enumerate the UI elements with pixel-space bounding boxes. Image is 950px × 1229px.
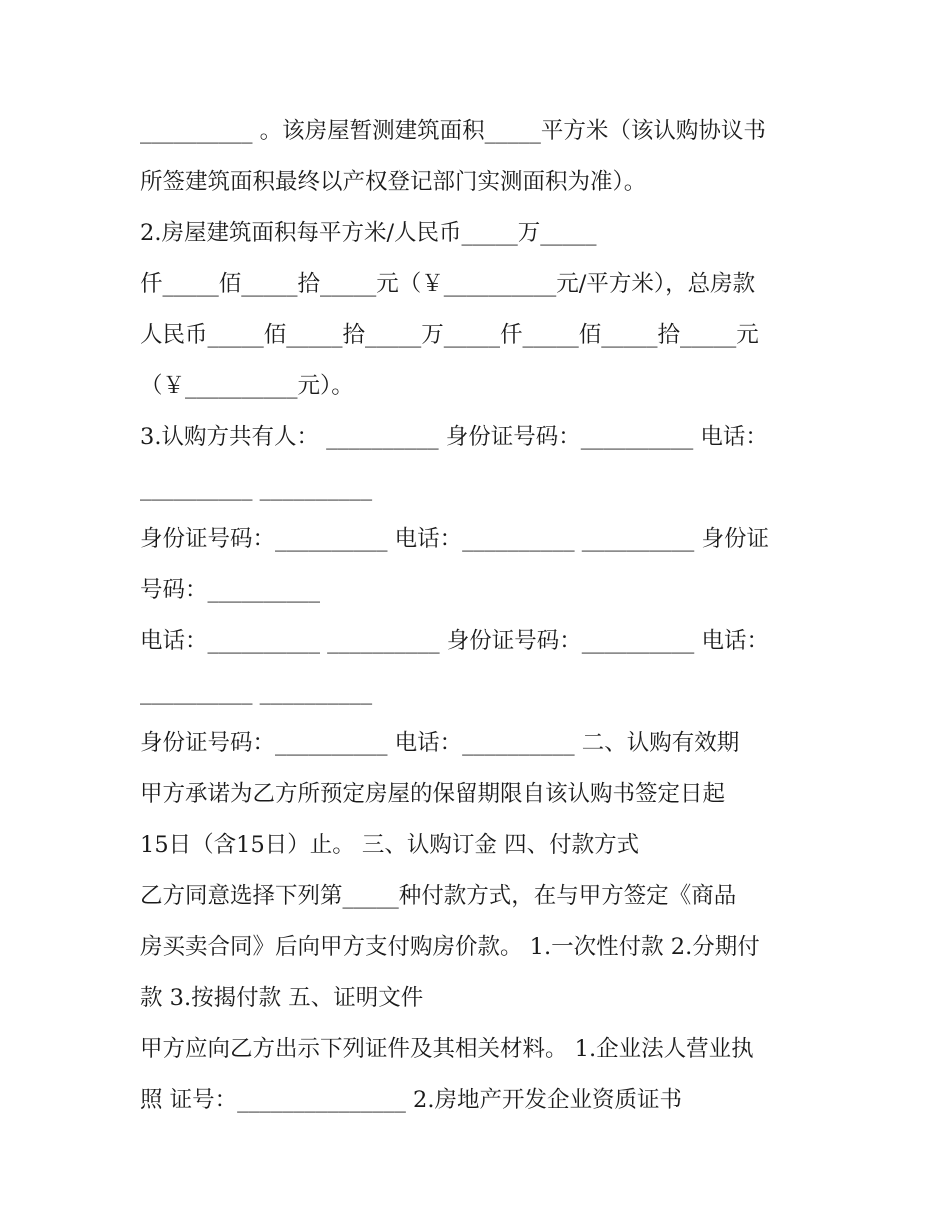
- text-line-4: 仟_____佰_____拾_____元（￥__________元/平方米），总房款: [140, 271, 756, 297]
- text-line-3: 2.房屋建筑面积每平方米/人民币_____万_____: [140, 220, 597, 246]
- text-line-15: 15日（含15日）止。 三、认购订金 四、付款方式: [140, 832, 640, 858]
- text-line-17: 房买卖合同》后向甲方支付购房价款。 1.一次性付款 2.分期付: [140, 934, 760, 960]
- text-line-9: 身份证号码：__________ 电话：__________ __________ 身份证: [140, 526, 769, 552]
- text-line-6: （￥__________元）。: [140, 373, 354, 399]
- text-line-7: 3.认购方共有人： __________ 身份证号码：__________ 电话：: [140, 424, 768, 450]
- text-line-5: 人民币_____佰_____拾_____万_____仟_____佰_____拾_____元: [140, 322, 759, 348]
- text-line-12: __________ __________: [140, 679, 373, 705]
- text-line-10: 号码：__________: [140, 577, 321, 603]
- text-line-18: 款 3.按揭付款 五、证明文件: [140, 985, 424, 1011]
- text-line-11: 电话：__________ __________ 身份证号码：__________ 电话：: [140, 628, 769, 654]
- text-line-19: 甲方应向乙方出示下列证件及其相关材料。 1.企业法人营业执: [140, 1036, 754, 1062]
- text-line-1: __________ 。该房屋暂测建筑面积_____平方米（该认购协议书: [140, 118, 766, 144]
- text-line-20: 照 证号：_______________ 2.房地产开发企业资质证书: [140, 1087, 683, 1113]
- text-line-16: 乙方同意选择下列第_____种付款方式，在与甲方签定《商品: [140, 883, 737, 909]
- text-line-14: 甲方承诺为乙方所预定房屋的保留期限自该认购书签定日起: [140, 781, 726, 807]
- document-body: [140, 106, 820, 1126]
- text-line-8: __________ __________: [140, 475, 373, 501]
- text-line-2: 所签建筑面积最终以产权登记部门实测面积为准）。: [140, 169, 647, 195]
- text-line-13: 身份证号码：__________ 电话：__________ 二、认购有效期: [140, 730, 740, 756]
